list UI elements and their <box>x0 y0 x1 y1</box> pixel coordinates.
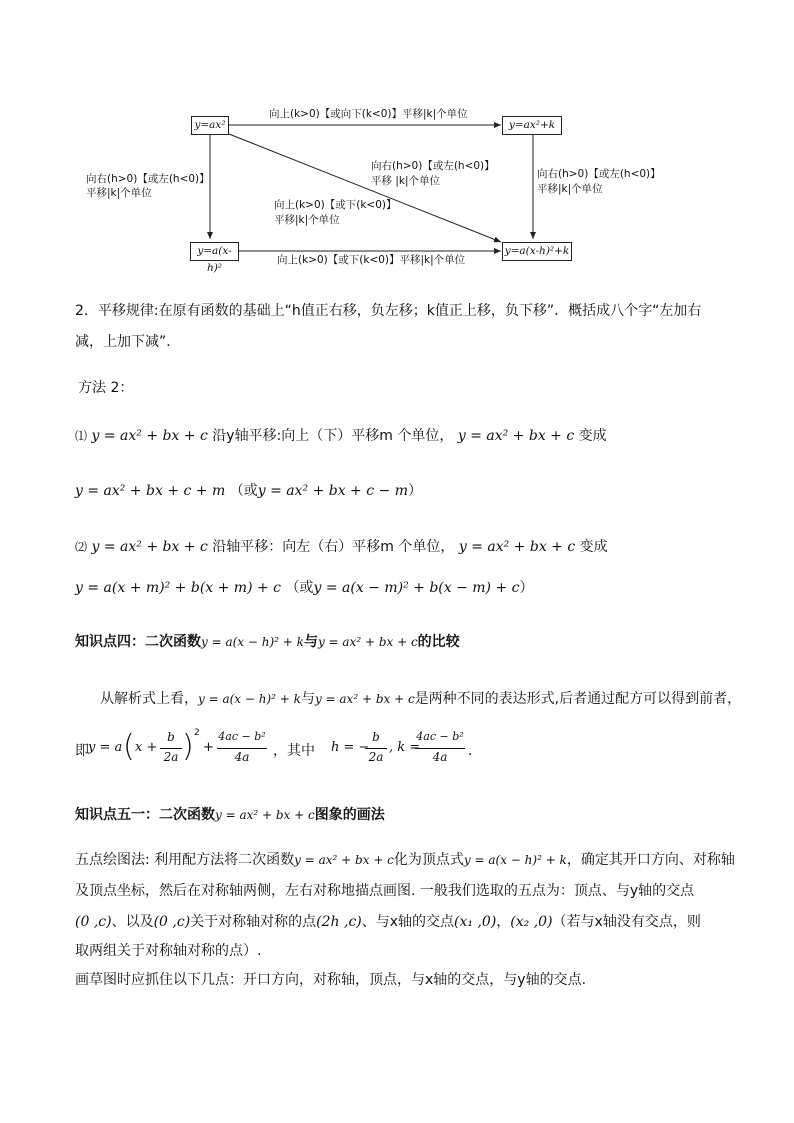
label-diagonal-2: 平移 |k|个单位 <box>371 175 440 187</box>
kp4-formula-x-plus: x + <box>135 740 158 755</box>
method-1-alt-prefix: （或 <box>229 483 258 499</box>
kp4-frac4-bar <box>415 748 465 749</box>
kp5-point-2hc: (2h ,c) <box>316 914 362 930</box>
kp4-formula-plus: + <box>203 740 214 755</box>
method-2-result-line <box>75 578 533 598</box>
kp5-p1-b: 化为顶点式 <box>393 852 464 868</box>
method-2-expr2: y = ax² + bx + c <box>458 539 576 555</box>
kp4-frac1-bar <box>160 748 182 749</box>
kp4-heading-b: 与 <box>303 634 318 650</box>
method-1-result-line <box>75 481 422 501</box>
kp5-p1-c: ，确定其开口方向、对称轴 <box>566 852 735 868</box>
kp4-formula-line <box>75 728 482 772</box>
label-right-arrow-2: 平移|k|个单位 <box>537 183 603 195</box>
kp5-heading <box>75 805 385 825</box>
method-2-expr1: y = ax² + bx + c <box>91 539 208 555</box>
kp4-formula-where: ，其中 <box>273 743 315 759</box>
method-1-result: y = ax² + bx + c + m <box>75 483 226 499</box>
kp4-formula-k: , k = <box>389 740 421 755</box>
kp4-formula-end: ． <box>468 743 482 759</box>
kp5-paragraph-line5: 画草图时应抓住以下几点：开口方向，对称轴，顶点，与x轴的交点，与y轴的交点. <box>75 972 587 988</box>
kp5-point-0c-2: (0 ,c) <box>153 914 191 930</box>
method-1-number: ⑴ <box>75 429 88 443</box>
box-parabola-base: y=ax² <box>191 116 229 135</box>
method-2-line <box>75 537 608 557</box>
kp4-heading-a: 知识点四：二次函数 <box>75 634 201 650</box>
method-2-text2: 变成 <box>579 539 608 555</box>
method-2-alt-prefix: （或 <box>285 580 314 596</box>
label-top-arrow: 向上(k>0)【或向下(k<0)】平移|k|个单位 <box>269 108 468 120</box>
kp4-para-expr-a: y = a(x − h)² + k <box>198 692 301 706</box>
kp4-heading <box>75 632 460 652</box>
kp4-formula-ji: 即 <box>75 743 89 759</box>
kp5-paragraph-line3 <box>75 912 701 932</box>
kp4-formula-y: y = a <box>88 740 123 755</box>
kp4-heading-expr-a: y = a(x − h)² + k <box>201 635 304 649</box>
kp4-para-b: 与 <box>300 691 315 707</box>
kp5-p1-expr1: y = ax² + bx + c <box>294 853 394 867</box>
method-2-text1: 沿轴平移：向左（右）平移m 个单位， <box>212 539 455 555</box>
kp5-heading-expr: y = ax² + bx + c <box>215 808 315 822</box>
kp4-frac3-bar <box>365 748 387 749</box>
box-parabola-shift-h: y=a(x-h)² <box>190 242 239 261</box>
kp4-frac2-bar <box>217 748 267 749</box>
kp4-heading-c: 的比较 <box>417 634 460 650</box>
kp5-p3-f: 、与x轴的交点 <box>361 914 455 930</box>
kp4-frac1-num: b <box>167 730 175 744</box>
label-left-arrow-2: 平移|k|个单位 <box>86 187 152 199</box>
kp5-point-x2: (x₂ ,0) <box>510 914 553 930</box>
kp4-formula-exponent: 2 <box>194 728 200 738</box>
transform-diagram-arrows <box>0 0 794 280</box>
label-diagonal-3: 向上(k>0)【或下(k<0)】 <box>274 199 397 211</box>
kp5-p3-b: 、以及 <box>111 914 154 930</box>
kp5-point-x1: (x₁ ,0) <box>454 914 497 930</box>
kp4-para-expr-b: y = ax² + bx + c <box>314 692 415 706</box>
kp4-formula-rparen: ) <box>182 729 194 764</box>
rule2-line1: 2．平移规律:在原有函数的基础上“h值正右移，负左移；k值正上移，负下移”．概括成八个字“左加右 <box>75 303 702 319</box>
kp4-formula-lparen: ( <box>123 729 135 764</box>
kp5-p3-j: （若与x轴没有交点，则 <box>552 914 701 930</box>
method-1-text1: 沿y轴平移:向上（下）平移m 个单位， <box>212 428 454 444</box>
label-diagonal-1: 向右(h>0)【或左(h<0)】 <box>371 160 495 172</box>
method2-title: 方法 2： <box>78 380 134 396</box>
kp4-frac3-num: b <box>372 730 380 744</box>
kp4-frac4-den: 4a <box>432 750 448 764</box>
kp5-p1-expr2: y = a(x − h)² + k <box>463 853 567 867</box>
box-parabola-shift-k: y=ax²+k <box>502 116 562 135</box>
arrow-diagonal <box>229 134 501 242</box>
kp4-frac4-num: 4ac − b² <box>416 730 464 743</box>
kp5-p3-h: ， <box>496 914 511 930</box>
kp4-frac2-num: 4ac − b² <box>218 730 266 743</box>
box-parabola-vertex-form: y=a(x-h)²+k <box>502 242 572 261</box>
method-2-result: y = a(x + m)² + b(x + m) + c <box>75 580 282 596</box>
label-diagonal-4: 平移|k|个单位 <box>274 214 340 226</box>
label-bottom-arrow: 向上(k>0)【或下(k<0)】平移|k|个单位 <box>277 254 466 266</box>
method-2-number: ⑵ <box>75 540 88 554</box>
kp5-p3-d: 关于对称轴对称的点 <box>190 914 317 930</box>
kp4-formula-h: h = − <box>331 740 370 755</box>
kp5-paragraph-line4: 取两组关于对称轴对称的点）. <box>75 943 262 959</box>
kp4-para-c: 是两种不同的表达形式,后者通过配方可以得到前者， <box>414 691 742 707</box>
kp5-point-0c: (0 ,c) <box>75 914 112 930</box>
label-right-arrow-1: 向右(h>0)【或左(h<0)】 <box>537 168 661 180</box>
kp4-frac3-den: 2a <box>368 750 384 764</box>
method-2-alt: y = a(x − m)² + b(x − m) + c <box>313 580 520 596</box>
method-1-alt: y = ax² + bx + c − m <box>257 483 408 499</box>
method-1-line <box>75 426 607 446</box>
method-1-alt-suffix: ） <box>407 483 422 499</box>
kp4-heading-expr-b: y = ax² + bx + c <box>317 635 418 649</box>
kp5-heading-a: 知识点五一：二次函数 <box>75 807 215 823</box>
rule2-line2: 减，上加下减”． <box>75 334 181 350</box>
kp4-para-a: 从解析式上看， <box>100 691 198 707</box>
method-1-expr2: y = ax² + bx + c <box>457 428 575 444</box>
label-left-arrow-1: 向右(h>0)【或左(h<0)】 <box>86 173 210 185</box>
kp4-frac2-den: 4a <box>234 750 250 764</box>
method-1-text2: 变成 <box>578 428 607 444</box>
kp5-p1-a: 五点绘图法: 利用配方法将二次函数 <box>75 852 295 868</box>
kp4-frac1-den: 2a <box>163 750 179 764</box>
method-2-alt-suffix: ） <box>519 580 534 596</box>
method-1-expr1: y = ax² + bx + c <box>91 428 208 444</box>
kp5-paragraph-line1 <box>75 850 735 870</box>
kp4-paragraph-line1 <box>100 689 741 709</box>
kp5-paragraph-line2: 及顶点坐标，然后在对称轴两侧，左右对称地描点画图. 一般我们选取的五点为：顶点、与y轴的交点 <box>75 883 695 899</box>
kp5-heading-b: 图象的画法 <box>314 807 385 823</box>
